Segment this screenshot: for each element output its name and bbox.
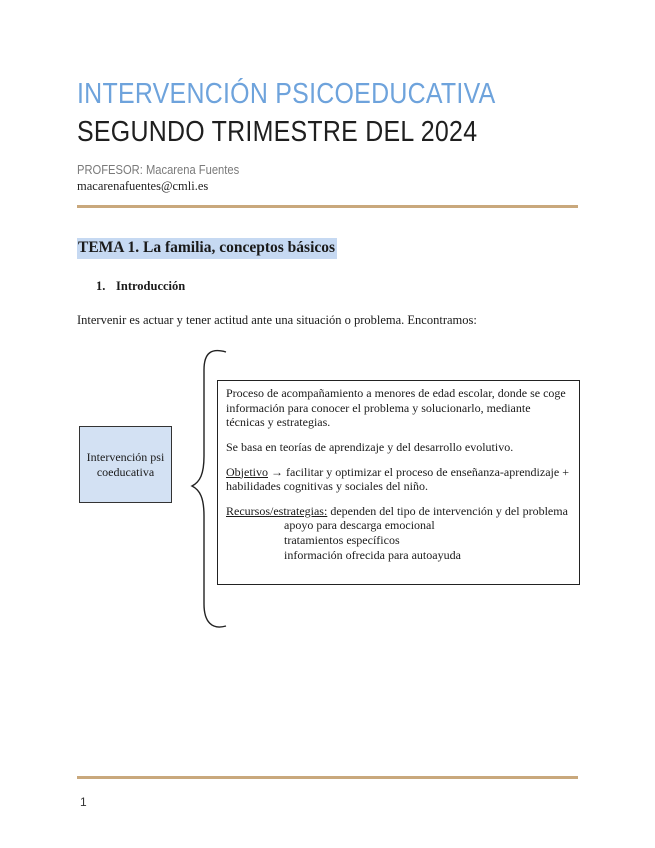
resource-item: apoyo para descarga emocional xyxy=(284,518,435,533)
concept-box-label: Intervención psicoeducativa xyxy=(86,449,165,479)
resources-line xyxy=(226,504,571,519)
definition-text: Proceso de acompañamiento a menores de edad escolar, donde se coge información para conocer el problema y solucionarlo, mediante técnicas y estrategias. xyxy=(226,386,566,430)
document-subtitle: SEGUNDO TRIMESTRE DEL 2024 xyxy=(77,116,478,148)
subsection-title: Introducción xyxy=(116,279,186,293)
resource-item: tratamientos específicos xyxy=(284,533,400,547)
subsection-heading xyxy=(96,279,185,294)
arrow-right-icon: → xyxy=(271,464,283,479)
header-divider xyxy=(77,205,578,208)
section-heading: TEMA 1. La familia, conceptos básicos xyxy=(77,238,337,259)
subsection-number: 1. xyxy=(96,279,106,293)
resources-text: dependen del tipo de intervención y del problema xyxy=(330,503,568,518)
objective-text: facilitar y optimizar el proceso de enseñanza-aprendizaje + habilidades cognitivas y sociales del niño. xyxy=(226,464,569,494)
definition-box xyxy=(217,380,580,585)
concept-box xyxy=(79,426,172,503)
intro-paragraph: Intervenir es actuar y tener actitud ante una situación o problema. Encontramos: xyxy=(77,313,477,327)
professor-email: macarenafuentes@cmli.es xyxy=(77,179,209,193)
objective-line xyxy=(226,465,571,494)
theory-text: Se basa en teorías de aprendizaje y del desarrollo evolutivo. xyxy=(226,439,514,454)
resource-item: información ofrecida para autoayuda xyxy=(284,547,461,562)
document-title: INTERVENCIÓN PSICOEDUCATIVA xyxy=(77,78,496,110)
resources-label: Recursos/estrategias: xyxy=(226,503,328,518)
professor-name: PROFESOR: Macarena Fuentes xyxy=(77,162,240,177)
footer-divider xyxy=(77,776,578,779)
page-number: 1 xyxy=(80,795,87,809)
objective-label: Objetivo xyxy=(226,464,268,479)
